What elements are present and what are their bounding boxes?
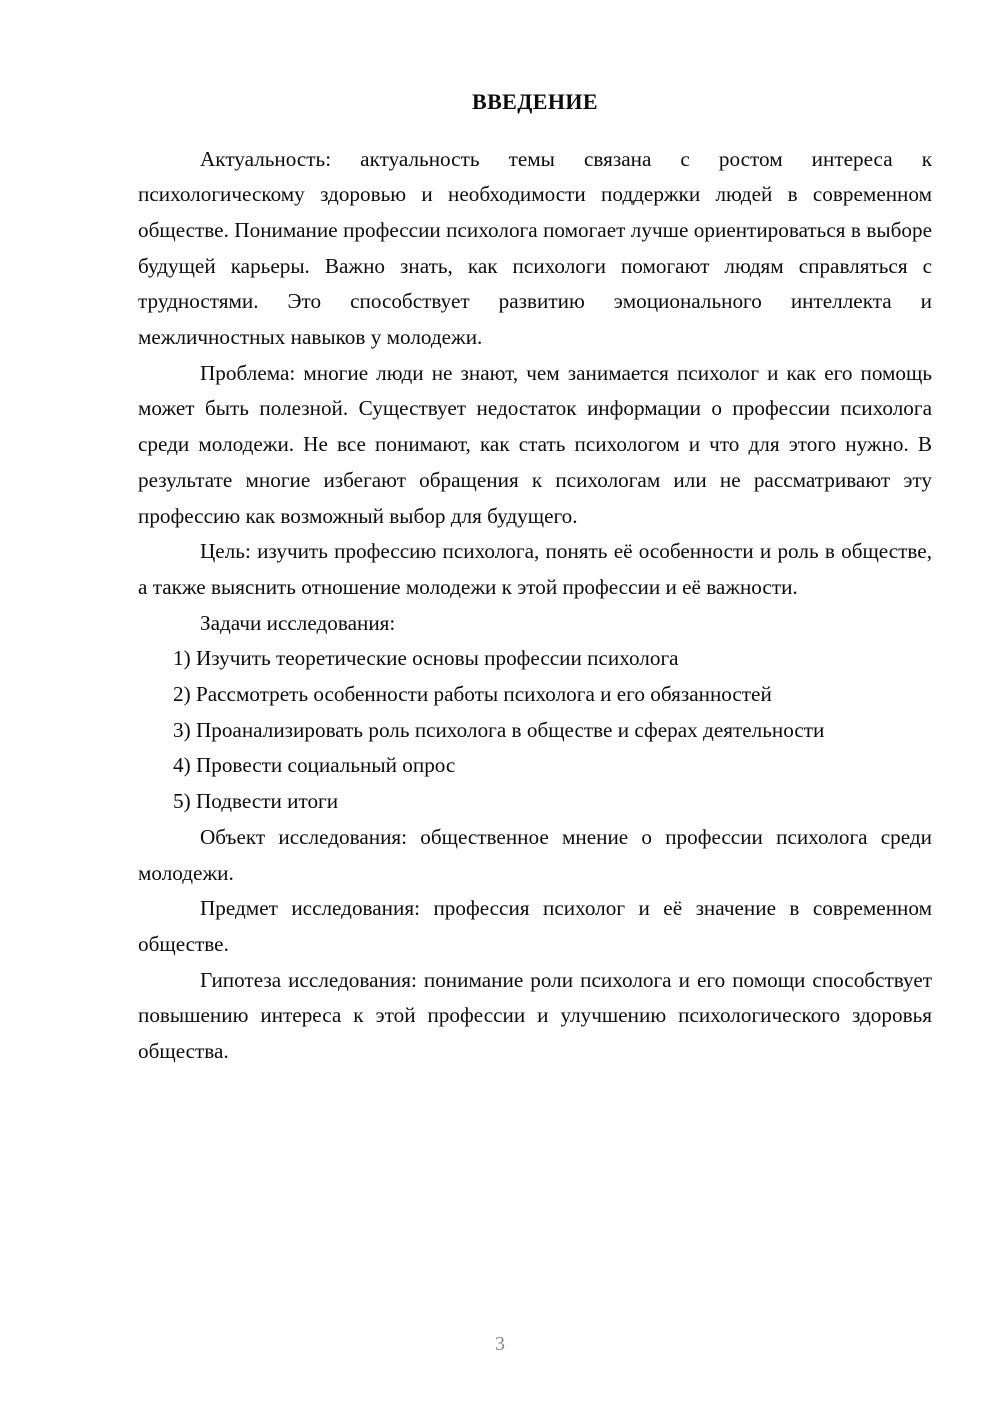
tasks-heading: Задачи исследования: (200, 610, 396, 635)
page-title: ВВЕДЕНИЕ (472, 89, 598, 114)
task-item-1: 1) Изучить теоретические основы профессии психолога (173, 646, 679, 671)
task-item-4: 4) Провести социальный опрос (173, 753, 456, 778)
task-item-5: 5) Подвести итоги (173, 789, 339, 814)
task-item-2: 2) Рассмотреть особенности работы психолога и его обязанностей (173, 682, 772, 707)
page-number: 3 (495, 1333, 505, 1355)
document-body (138, 88, 932, 1070)
task-item-3: 3) Проанализировать роль психолога в обществе и сферах деятельности (173, 717, 825, 742)
paragraph-object: Объект исследования: общественное мнение о профессии психолога среди молодежи. (138, 824, 932, 885)
paragraph-hypothesis: Гипотеза исследования: понимание роли психолога и его помощи способствует повышению интереса к этой профессии и улучшению психологического здоровья общества. (138, 967, 932, 1064)
paragraph-problem: Проблема: многие люди не знают, чем занимается психолог и как его помощь может быть полезной. Существует недостаток информации о профессии психолога среди молодежи. Не все понимают, как стать психологом и что для этого нужно. В результате многие избегают обращения к психологам или не рассматривают эту профессию как возможный выбор для будущего. (138, 360, 932, 528)
paragraph-relevance: Актуальность: актуальность темы связана с ростом интереса к психологическому здоровью и необходимости поддержки людей в современном обществе. Понимание профессии психолога помогает лучше ориентироваться в выборе будущей карьеры. Важно знать, как психологи помогают людям справляться с трудностями. Это способствует развитию эмоционального интеллекта и межличностных навыков у молодежи. (138, 146, 932, 350)
paragraph-goal: Цель: изучить профессию психолога, понять её особенности и роль в обществе, а также выяснить отношение молодежи к этой профессии и её важности. (138, 539, 932, 599)
paragraph-subject: Предмет исследования: профессия психолог и её значение в современном обществе. (138, 896, 932, 956)
